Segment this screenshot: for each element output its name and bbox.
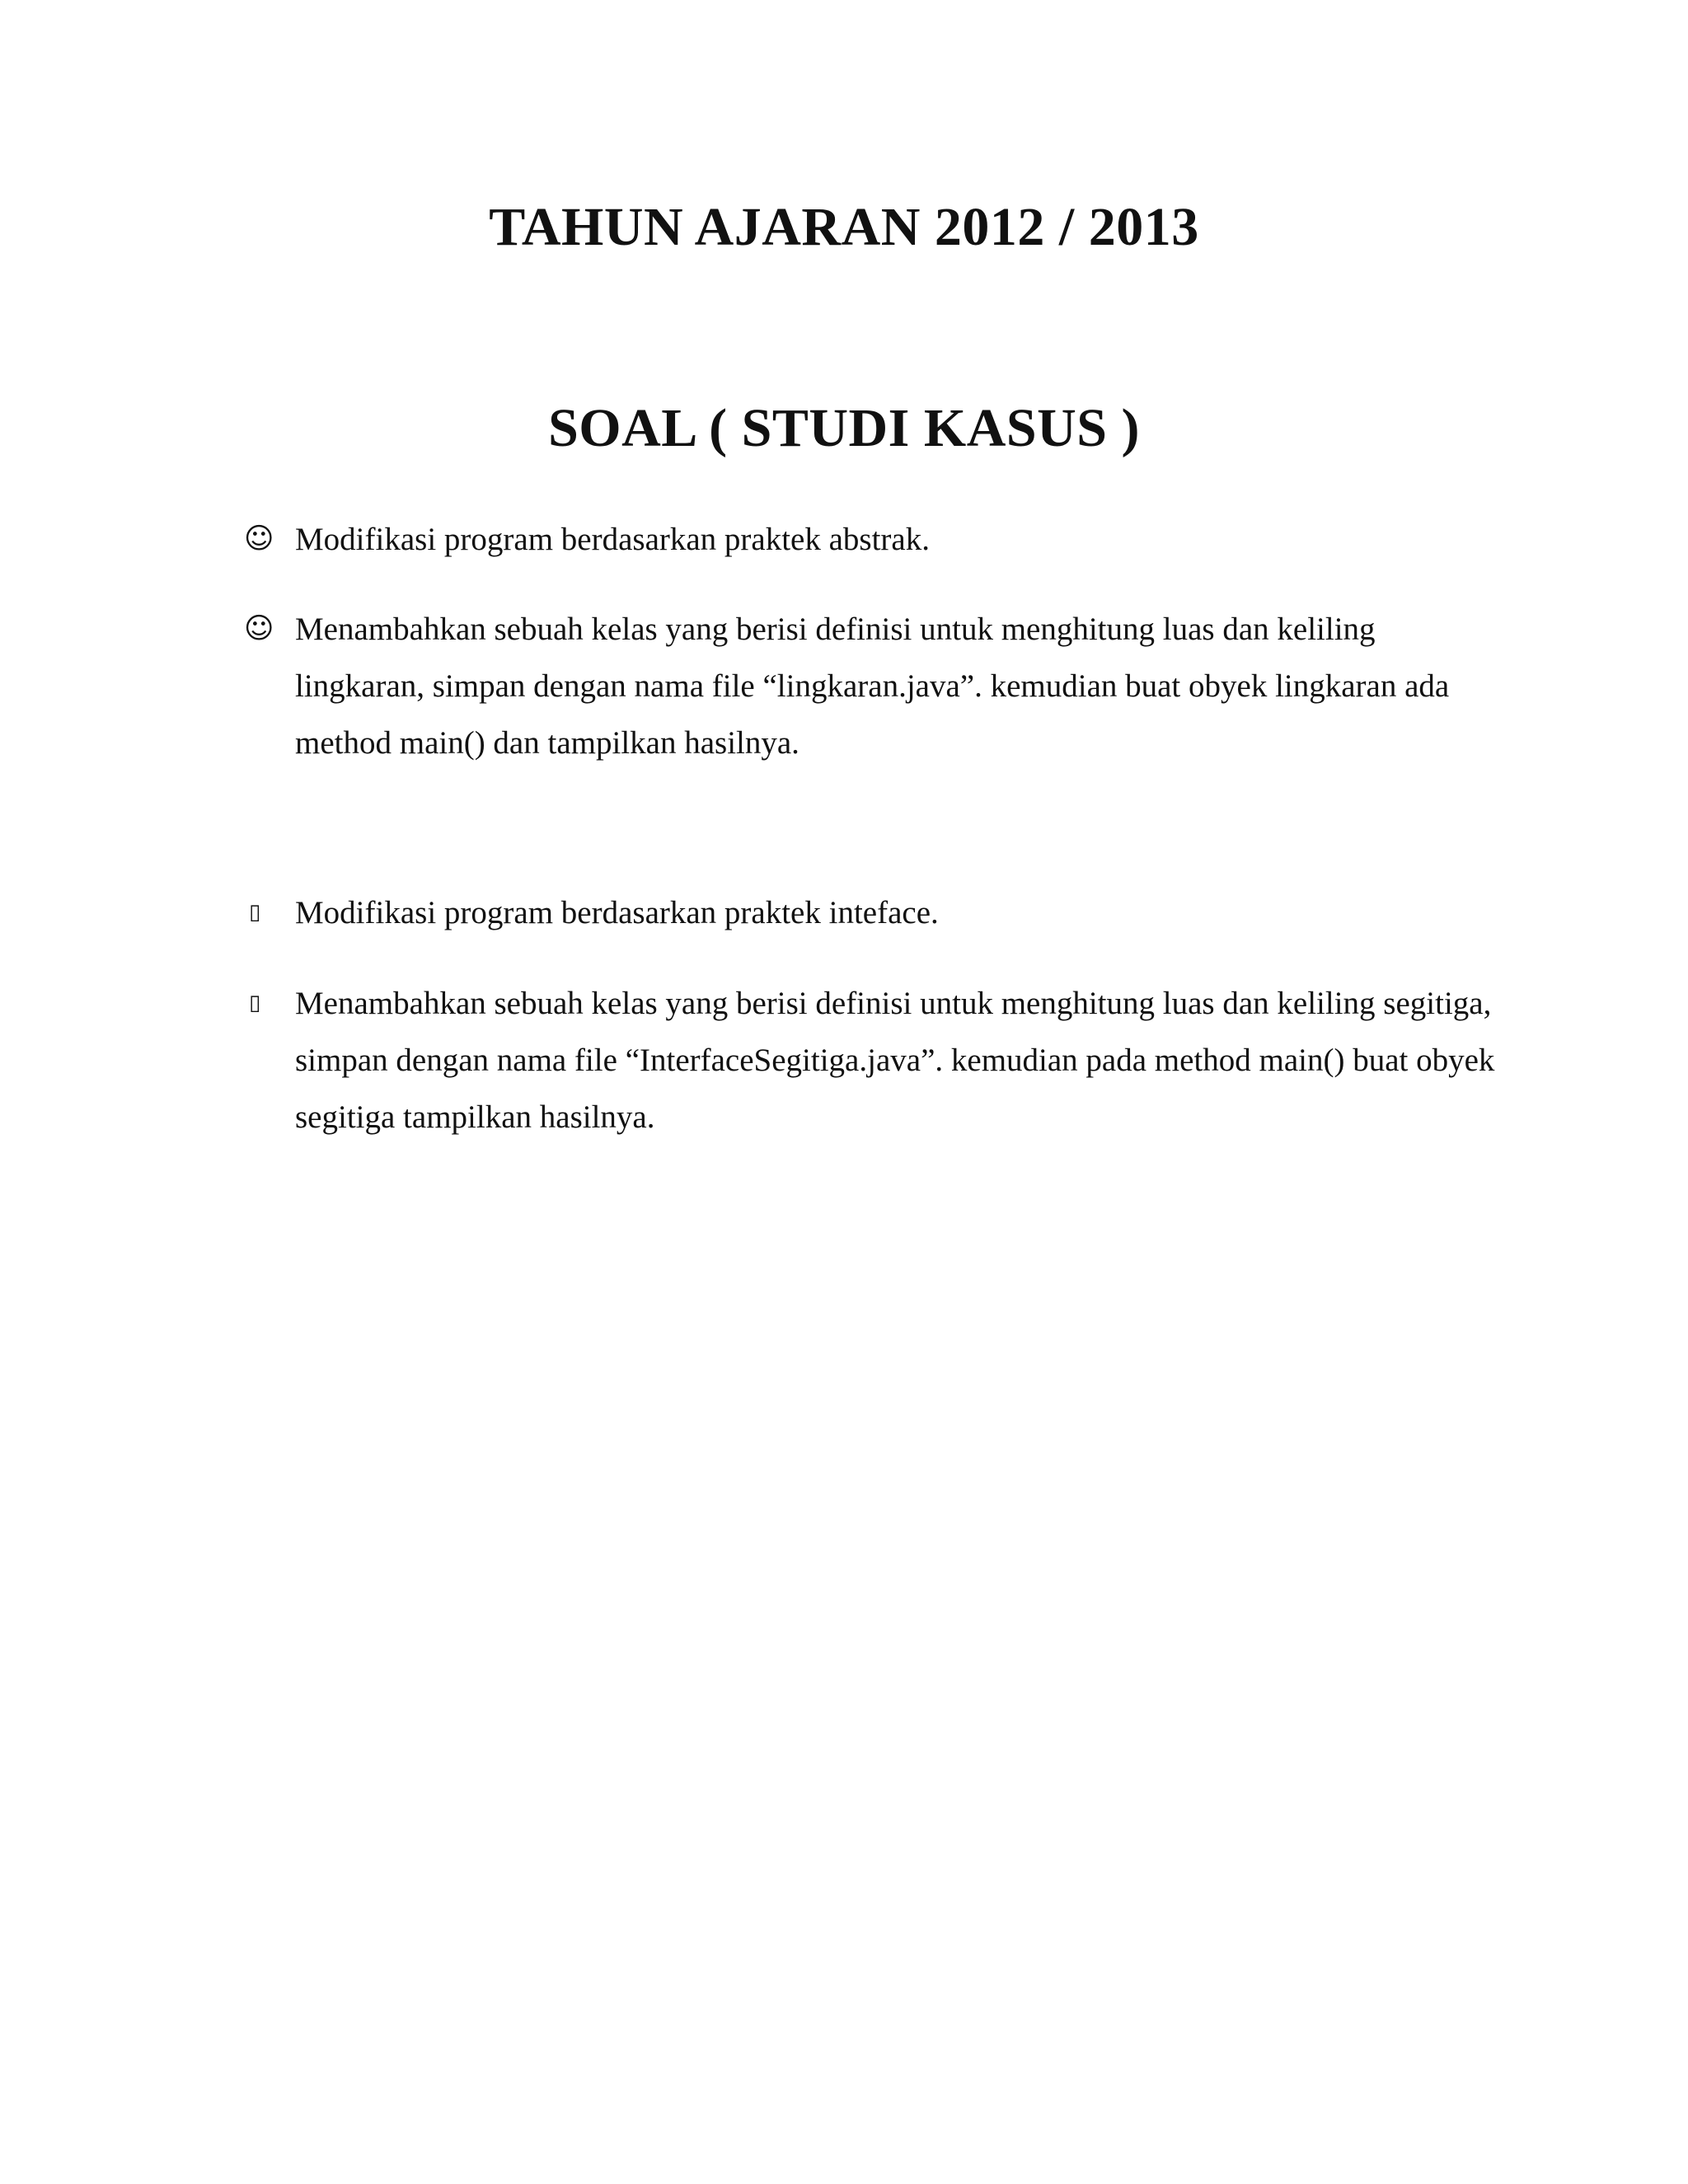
task-text: Menambahkan sebuah kelas yang berisi definisi untuk menghitung luas dan keliling segitiga, simpan dengan nama file “InterfaceSegitiga.java”. kemudian pada method main() buat obyek segitiga tampilkan hasilnya. [295,986,1495,1135]
task-text: Modifikasi program berdasarkan praktek inteface. [295,895,939,930]
task-item [244,601,1497,771]
smiley-icon: ☺ [244,612,274,645]
task-text: Modifikasi program berdasarkan praktek abstrak. [295,522,930,557]
smiley-icon: ☺ [244,523,274,555]
section-title: SOAL ( STUDI KASUS ) [548,398,1140,458]
task-item [244,884,1497,941]
page-title-year: TAHUN AJARAN 2012 / 2013 [489,197,1199,257]
task-item [244,975,1497,1146]
missing-glyph-icon: ▯ [249,991,261,1015]
task-item [244,511,1497,568]
missing-glyph-icon: ▯ [249,900,261,925]
task-text: Menambahkan sebuah kelas yang berisi definisi untuk menghitung luas dan keliling lingkaran, simpan dengan nama file “lingkaran.java”. kemudian buat obyek lingkaran ada method main() dan tampilkan hasilnya. [295,612,1450,761]
